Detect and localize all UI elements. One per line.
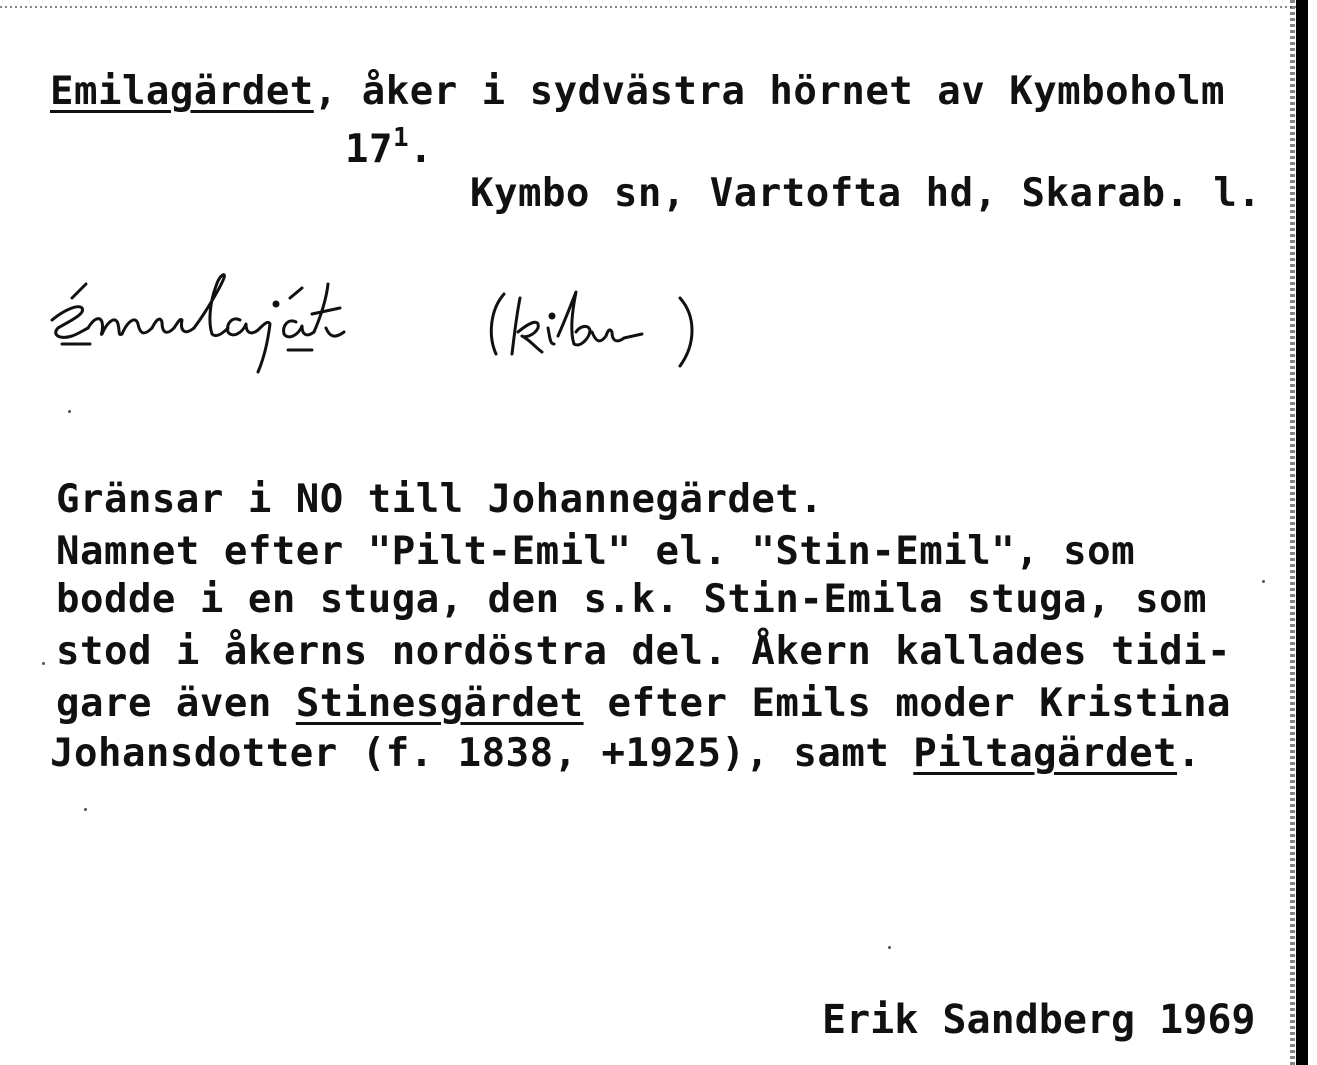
location-line: Kymbo sn, Vartofta hd, Skarab. l. xyxy=(470,171,1262,216)
scan-top-edge xyxy=(0,6,1300,8)
body-line-3: bodde i en stuga, den s.k. Stin-Emila stuga, som xyxy=(56,577,1208,622)
handwriting-drawing xyxy=(44,258,704,388)
reference-end: . xyxy=(409,127,434,172)
body-line-5-pre: gare även xyxy=(56,681,296,726)
body-line-1: Gränsar i NO till Johannegärdet. xyxy=(56,477,824,522)
scan-speck xyxy=(1262,580,1265,583)
body-line-6-post: . xyxy=(1177,731,1202,776)
scan-speck xyxy=(888,946,891,949)
header-line xyxy=(50,70,1225,114)
reference-superscript: 1 xyxy=(392,123,410,153)
alternate-name-stinesgardet: Stinesgärdet xyxy=(295,681,584,726)
reference-number xyxy=(345,123,434,176)
body-line-6 xyxy=(50,732,1201,776)
body-line-5 xyxy=(56,682,1231,726)
handwritten-pronunciation xyxy=(44,258,704,388)
scan-speck xyxy=(68,410,71,413)
reference-main: 17 xyxy=(345,127,393,172)
place-description: åker i sydvästra hörnet av Kymboholm xyxy=(361,69,1226,114)
scan-speck xyxy=(84,808,87,811)
scan-right-edge-texture xyxy=(1290,0,1295,1065)
body-line-2: Namnet efter "Pilt-Emil" el. "Stin-Emil", som xyxy=(56,529,1136,574)
alternate-name-piltagardet: Piltagärdet xyxy=(913,731,1178,776)
place-name: Emilagärdet xyxy=(50,69,314,114)
body-line-5-post: efter Emils moder Kristina xyxy=(583,681,1232,726)
body-line-6-pre: Johansdotter (f. 1838, +1925), samt xyxy=(50,731,914,776)
header-separator: , xyxy=(313,69,362,114)
scan-right-edge xyxy=(1296,0,1308,1065)
body-line-4: stod i åkerns nordöstra del. Åkern kallades tidi- xyxy=(56,629,1232,674)
scan-speck xyxy=(42,662,45,665)
signature: Erik Sandberg 1969 xyxy=(822,997,1256,1043)
